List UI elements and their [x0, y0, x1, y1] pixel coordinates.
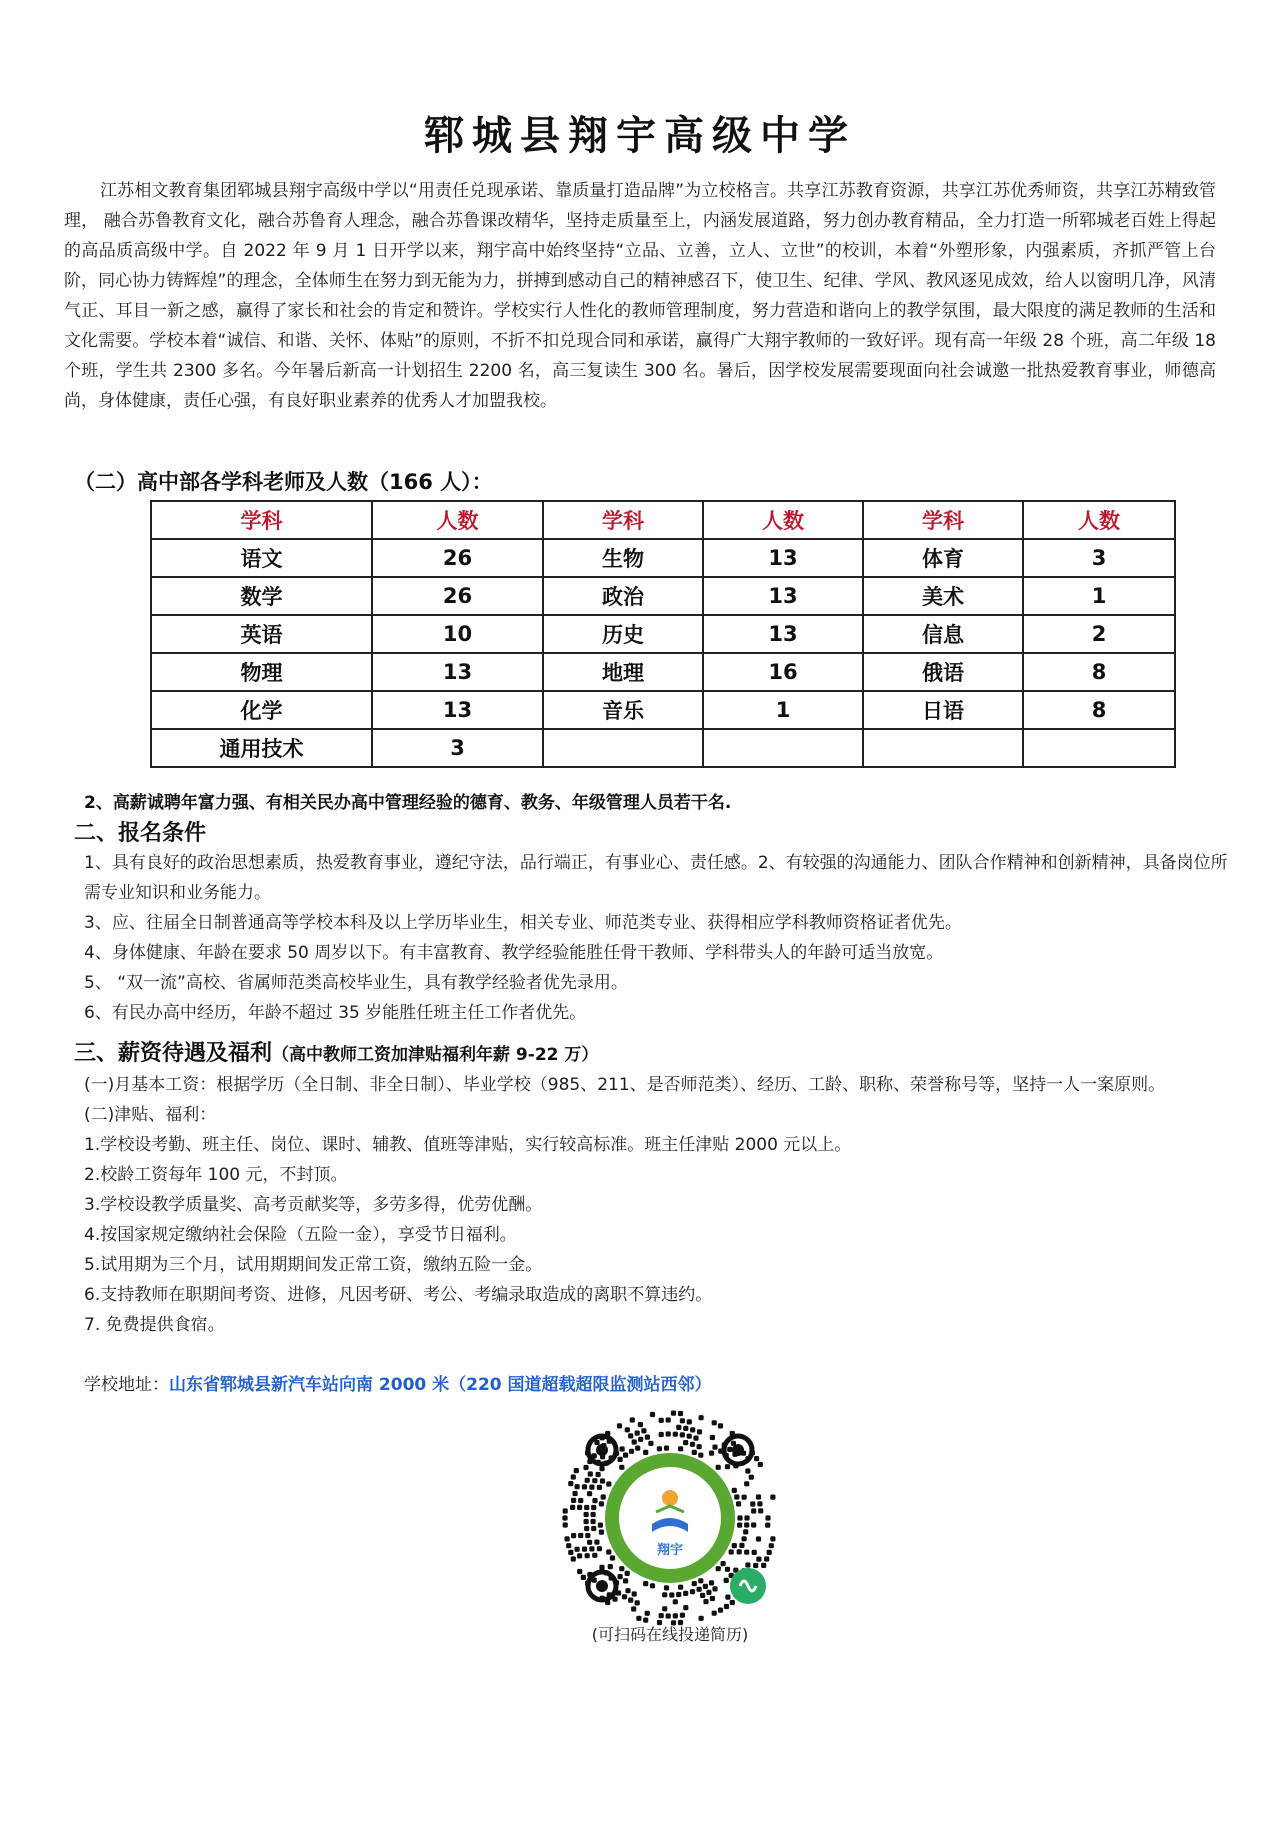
qr-dot — [562, 1515, 567, 1520]
qr-dot — [659, 1613, 664, 1618]
qr-dot — [577, 1569, 582, 1574]
qr-dot — [737, 1549, 742, 1554]
section3-subtitle: （高中教师工资加津贴福利年薪 9-22 万） — [272, 1045, 599, 1065]
requirement-line: 6、有民办高中经历，年龄不超过 35 岁能胜任班主任工作者优先。 — [84, 1003, 587, 1023]
qr-dot — [617, 1423, 622, 1428]
qr-dot — [680, 1613, 685, 1618]
qr-dot — [690, 1427, 695, 1432]
table-cell: 化学 — [151, 691, 372, 729]
table-header-row — [151, 501, 1175, 539]
table-cell: 2 — [1023, 615, 1175, 653]
qr-dot — [625, 1427, 630, 1432]
table-cell — [1023, 729, 1175, 767]
benefit-line: 4.按国家规定缴纳社会保险（五险一金），享受节日福利。 — [84, 1225, 517, 1245]
table-cell: 生物 — [543, 539, 703, 577]
qr-dot — [751, 1508, 756, 1513]
address-value: 山东省郓城县新汽车站向南 2000 米（220 国道超载超限监测站西邻） — [169, 1375, 712, 1395]
table-cell: 8 — [1023, 691, 1175, 729]
qr-dot — [599, 1565, 604, 1570]
qr-dot — [744, 1522, 749, 1527]
qr-dot — [724, 1578, 729, 1583]
qr-dot — [732, 1543, 737, 1548]
qr-dot — [598, 1523, 603, 1528]
qr-dot — [664, 1446, 669, 1451]
table-cell: 语文 — [151, 539, 372, 577]
qr-dot — [584, 1505, 589, 1510]
qr-dot — [563, 1522, 568, 1527]
table-cell: 政治 — [543, 577, 703, 615]
requirement-line: 1、具有良好的政治思想素质，热爱教育事业，遵纪守法，品行端正，有事业心、责任感。2、有较强的沟通能力、团队合作精神和创新精神，具备岗位所需专业知识和业务能力。 — [84, 853, 1228, 903]
qr-dot — [764, 1556, 769, 1561]
qr-dot — [699, 1616, 704, 1621]
qr-dot — [628, 1598, 633, 1603]
qr-dot — [662, 1592, 667, 1597]
qr-dot — [683, 1605, 688, 1610]
qr-dot — [585, 1478, 590, 1483]
table-cell: 1 — [703, 691, 863, 729]
qr-dot — [724, 1604, 729, 1609]
table-cell: 13 — [703, 615, 863, 653]
qr-dot — [706, 1590, 711, 1595]
qr-dot — [745, 1468, 750, 1473]
qr-dot — [643, 1450, 648, 1455]
qr-dot — [697, 1444, 702, 1449]
section3-body — [84, 1070, 1234, 1340]
qr-dot — [700, 1593, 705, 1598]
qr-dot — [770, 1495, 775, 1500]
qr-dot — [630, 1417, 635, 1422]
qr-dot — [584, 1519, 589, 1524]
qr-dot — [563, 1508, 568, 1513]
qr-dot — [753, 1563, 758, 1568]
qr-dot — [591, 1526, 596, 1531]
qr-dot — [690, 1442, 695, 1447]
qr-dot — [710, 1596, 715, 1601]
table-cell: 音乐 — [543, 691, 703, 729]
management-hiring-note: 2、高薪诚聘年富力强、有相关民办高中管理经验的德育、教务、年级管理人员若干名. — [84, 793, 732, 813]
table-cell: 3 — [372, 729, 543, 767]
qr-dot — [765, 1515, 770, 1520]
qr-dot — [587, 1491, 592, 1496]
qr-dot — [769, 1543, 774, 1548]
qr-dot — [629, 1449, 634, 1454]
qr-dot — [578, 1533, 583, 1538]
qr-dot — [581, 1575, 586, 1580]
qr-dot — [673, 1432, 678, 1437]
benefit-line: 6.支持教师在职期间考资、进修，凡因考研、考公、考编录取造成的离职不算违约。 — [84, 1285, 713, 1305]
qr-dot — [608, 1564, 613, 1569]
qr-dot — [756, 1536, 761, 1541]
qr-dot — [710, 1435, 715, 1440]
table-row — [151, 615, 1175, 653]
section3-title — [74, 1036, 598, 1067]
qr-dot — [673, 1599, 678, 1604]
table-cell: 物理 — [151, 653, 372, 691]
qr-dot — [592, 1478, 597, 1483]
intro-paragraph: 江苏相文教育集团郓城县翔宇高级中学以“用责任兑现承诺、靠质量打造品牌”为立校格言。共享江苏教育资源，共享江苏优秀师资，共享江苏精致管理， 融合苏鲁教育文化，融合苏鲁育人理念，融合苏鲁课改精华，坚持走质量至上，内涵发展道路，努力创办教育精品，全力打造一所郓城老百姓上得起的高品质高级中学。自 2022 年 9 月 1 日开学以来，翔宇高中始终坚持“立品、立善，立人、立世”的校训，本着“外塑形象，内强素质，齐抓严管上台阶，同心协力铸辉煌”的理念，全体师生在努力到无能为力，拼搏到感动自己的精神感召下，使卫生、纪律、学风、教风逐见成效，给人以窗明几净，风清气正、耳目一新之感，赢得了家长和社会的肯定和赞许。学校实行人性化的教师管理制度，努力营造和谐向上的教学氛围，最大限度的满足教师的生活和文化需要。学校本着“诚信、和谐、关怀、体贴”的原则，不折不扣兑现合同和承诺，赢得广大翔宇教师的一致好评。现有高一年级 28 个班，高二年级 18 个班，学生共 2300 多名。今年暑后新高一计划招生 2200 名，高三复读生 300 名。暑后，因学校发展需要现面向社会诚邀一批热爱教育事业，师德高尚，身体健康，责任心强，有良好职业素养的优秀人才加盟我校。 — [64, 181, 1216, 411]
qr-dot — [664, 1585, 669, 1590]
benefit-line: 3.学校设教学质量奖、高考贡献奖等，多劳多得，优劳优酬。 — [84, 1195, 543, 1215]
qr-dot — [597, 1546, 602, 1551]
table-row — [151, 577, 1175, 615]
qr-dot — [761, 1563, 766, 1568]
qr-dot — [697, 1587, 702, 1592]
qr-dot — [666, 1613, 671, 1618]
qr-dot — [730, 1600, 735, 1605]
qr-dot — [683, 1426, 688, 1431]
qr-dot — [703, 1599, 708, 1604]
qr-dot — [578, 1498, 583, 1503]
qr-dot — [600, 1478, 605, 1483]
qr-dot — [703, 1584, 708, 1589]
table-cell: 日语 — [863, 691, 1023, 729]
qr-dot — [568, 1481, 573, 1486]
qr-dot — [571, 1498, 576, 1503]
qr-dot — [601, 1494, 606, 1499]
qr-dot — [585, 1533, 590, 1538]
qr-dot — [657, 1446, 662, 1451]
table-cell: 16 — [703, 653, 863, 691]
qr-dot — [687, 1434, 692, 1439]
table-cell: 13 — [372, 653, 543, 691]
qr-dot — [582, 1484, 587, 1489]
qr-dot — [610, 1555, 615, 1560]
table-cell — [543, 729, 703, 767]
table-cell: 历史 — [543, 615, 703, 653]
qr-dot — [758, 1462, 763, 1467]
qr-dot — [571, 1474, 576, 1479]
qr-dot — [565, 1536, 570, 1541]
qr-dot — [745, 1562, 750, 1567]
qr-dot — [636, 1616, 641, 1621]
qr-dot — [577, 1553, 582, 1558]
qr-dot — [568, 1550, 573, 1555]
table-row — [151, 729, 1175, 767]
benefit-line: 7. 免费提供食宿。 — [84, 1315, 225, 1335]
qr-dot — [698, 1453, 703, 1458]
qr-dot — [662, 1606, 667, 1611]
qr-dot — [699, 1415, 704, 1420]
qr-logo-text: 翔宇 — [656, 1543, 684, 1558]
table-cell: 26 — [372, 539, 543, 577]
qr-dot — [583, 1465, 588, 1470]
table-cell: 3 — [1023, 539, 1175, 577]
qr-dot — [582, 1547, 587, 1552]
benefit-line: 2.校龄工资每年 100 元，不封顶。 — [84, 1165, 348, 1185]
requirement-line: 5、 “双一流”高校、省属师范类高校毕业生，具有教学经验者优先录用。 — [84, 973, 628, 993]
qr-dot — [690, 1589, 695, 1594]
qr-dot — [638, 1422, 643, 1427]
qr-dot — [709, 1451, 714, 1456]
qr-dot — [650, 1412, 655, 1417]
qr-dot — [625, 1571, 630, 1576]
qr-dot — [628, 1433, 633, 1438]
qr-dot — [638, 1437, 643, 1442]
qr-dot — [751, 1522, 756, 1527]
qr-dot — [584, 1526, 589, 1531]
qr-dot — [591, 1512, 596, 1517]
qr-dot — [666, 1431, 671, 1436]
qr-dot — [599, 1530, 604, 1535]
qr-dot — [625, 1588, 630, 1593]
qr-dot — [622, 1594, 627, 1599]
table-cell: 13 — [372, 691, 543, 729]
qr-dot — [570, 1505, 575, 1510]
section2-body — [84, 848, 1234, 1028]
table-cell — [703, 729, 863, 767]
qr-dot — [676, 1592, 681, 1597]
qr-dot — [599, 1466, 604, 1471]
page-title: 郓城县翔宇高级中学 — [424, 112, 856, 159]
qr-dot — [765, 1523, 770, 1528]
qr-dot — [618, 1574, 623, 1579]
qr-dot — [594, 1540, 599, 1545]
qr-dot — [736, 1501, 741, 1506]
qr-dot — [725, 1567, 730, 1572]
teacher-count-table — [150, 500, 1176, 768]
section3-title-text: 三、薪资待遇及福利 — [74, 1041, 273, 1066]
qr-dot — [671, 1411, 676, 1416]
qr-dot — [571, 1533, 576, 1538]
table-header-count: 人数 — [372, 501, 543, 539]
qr-dot — [737, 1515, 742, 1520]
qr-dot — [575, 1484, 580, 1489]
address-label: 学校地址： — [84, 1375, 169, 1395]
qr-dot — [591, 1505, 596, 1510]
qr-dot — [619, 1566, 624, 1571]
qr-dot — [676, 1425, 681, 1430]
qr-dot — [669, 1592, 674, 1597]
qr-dot — [659, 1432, 664, 1437]
qr-dot — [758, 1508, 763, 1513]
qr-dot — [757, 1501, 762, 1506]
qr-dot — [588, 1471, 593, 1476]
qr-dot — [678, 1585, 683, 1590]
table-cell: 13 — [703, 539, 863, 577]
qr-dot — [678, 1411, 683, 1416]
qr-dot — [734, 1494, 739, 1499]
qr-dot — [596, 1472, 601, 1477]
benefit-line: (一)月基本工资：根据学历（全日制、非全日制）、毕业学校（985、211、是否师范类）、经历、工龄、职称、荣誉称号等，坚持一人一案原则。 — [84, 1075, 1166, 1095]
logo-figure-icon — [662, 1490, 678, 1506]
qr-dot — [718, 1608, 723, 1613]
qr-dot — [620, 1446, 625, 1451]
qr-dot — [718, 1423, 723, 1428]
qr-dot — [678, 1446, 683, 1451]
table-row — [151, 653, 1175, 691]
qr-dot — [744, 1515, 749, 1520]
table-section-title: （二）高中部各学科老师及人数（166 人）： — [74, 470, 493, 494]
table-cell: 俄语 — [863, 653, 1023, 691]
qr-dot — [742, 1495, 747, 1500]
qr-dot — [698, 1578, 703, 1583]
qr-dot — [721, 1561, 726, 1566]
table-header-count: 人数 — [703, 501, 863, 539]
qr-dot — [716, 1465, 721, 1470]
qr-dot — [725, 1464, 730, 1469]
qr-dot — [591, 1519, 596, 1524]
qr-dot — [635, 1446, 640, 1451]
qr-dot — [709, 1580, 714, 1585]
qr-dot — [592, 1553, 597, 1558]
table-row — [151, 539, 1175, 577]
qr-dot — [623, 1453, 628, 1458]
qr-dot — [641, 1428, 646, 1433]
qr-dot — [585, 1553, 590, 1558]
qr-dot — [632, 1591, 637, 1596]
qr-dot — [566, 1543, 571, 1548]
qr-dot — [643, 1581, 648, 1586]
table-cell: 地理 — [543, 653, 703, 691]
table-cell: 8 — [1023, 653, 1175, 691]
qr-dot — [599, 1501, 604, 1506]
qr-dot — [680, 1418, 685, 1423]
school-address — [84, 1370, 712, 1395]
qr-dot — [618, 1457, 623, 1462]
qr-dot — [716, 1566, 721, 1571]
qr-dot — [597, 1485, 602, 1490]
qr-dot — [742, 1536, 747, 1541]
qr-dot — [697, 1429, 702, 1434]
qr-dot — [589, 1546, 594, 1551]
table-cell: 13 — [703, 577, 863, 615]
table-header-subject: 学科 — [863, 501, 1023, 539]
qr-dot — [744, 1550, 749, 1555]
qr-dot — [754, 1456, 759, 1461]
resume-qr-code[interactable] — [560, 1408, 780, 1628]
qr-dot — [587, 1540, 592, 1545]
qr-finder-dot — [732, 1444, 744, 1456]
table-cell: 体育 — [863, 539, 1023, 577]
requirement-line: 4、身体健康、年龄在要求 50 周岁以下。有丰富教育、教学经验能胜任骨干教师、学科带头人的年龄可适当放宽。 — [84, 943, 944, 963]
qr-dot — [692, 1581, 697, 1586]
qr-dot — [739, 1543, 744, 1548]
qr-dot — [645, 1611, 650, 1616]
qr-finder-dot — [596, 1580, 608, 1592]
qr-dot — [635, 1431, 640, 1436]
qr-dot — [648, 1441, 653, 1446]
qr-dot — [619, 1465, 624, 1470]
qr-dot — [712, 1586, 717, 1591]
qr-dot — [744, 1481, 749, 1486]
table-cell: 信息 — [863, 615, 1023, 653]
table-header-subject: 学科 — [543, 501, 703, 539]
qr-dot — [683, 1591, 688, 1596]
qr-dot — [729, 1549, 734, 1554]
qr-dot — [750, 1501, 755, 1506]
qr-dot — [574, 1468, 579, 1473]
qr-dot — [687, 1419, 692, 1424]
qr-dot — [673, 1613, 678, 1618]
qr-code-icon — [560, 1408, 780, 1628]
qr-dot — [635, 1600, 640, 1605]
table-header-count: 人数 — [1023, 501, 1175, 539]
qr-dot — [645, 1435, 650, 1440]
qr-dot — [680, 1432, 685, 1437]
qr-dot — [631, 1606, 636, 1611]
qr-dot — [571, 1556, 576, 1561]
qr-dot — [573, 1491, 578, 1496]
qr-dot — [752, 1550, 757, 1555]
table-cell: 1 — [1023, 577, 1175, 615]
table-header-subject: 学科 — [151, 501, 372, 539]
qr-dot — [770, 1536, 775, 1541]
qr-dot — [606, 1481, 611, 1486]
qr-dot — [592, 1498, 597, 1503]
qr-dot — [650, 1583, 655, 1588]
table-row — [151, 691, 1175, 729]
table-cell: 英语 — [151, 615, 372, 653]
table-cell — [863, 729, 1023, 767]
table-cell: 通用技术 — [151, 729, 372, 767]
qr-caption: (可扫码在线投递简历) — [591, 1625, 749, 1644]
qr-dot — [725, 1595, 730, 1600]
qr-dot — [767, 1550, 772, 1555]
section2-title: 二、报名条件 — [74, 821, 207, 846]
benefit-line: 5.试用期为三个月，试用期期间发正常工资，缴纳五险一金。 — [84, 1255, 543, 1275]
requirement-line: 3、应、往届全日制普通高等学校本科及以上学历毕业生，相关专业、师范类专业、获得相应学科教师资格证者优先。 — [84, 913, 962, 933]
benefit-line: 1.学校设考勤、班主任、岗位、课时、辅教、值班等津贴，实行较高标准。班主任津贴 2000 元以上。 — [84, 1135, 852, 1155]
table-cell: 美术 — [863, 577, 1023, 615]
qr-dot — [589, 1485, 594, 1490]
qr-dot — [756, 1557, 761, 1562]
qr-dot — [575, 1547, 580, 1552]
qr-dot — [693, 1436, 698, 1441]
qr-dot — [666, 1417, 671, 1422]
benefit-line: (二)津贴、福利： — [84, 1105, 217, 1125]
table-cell: 10 — [372, 615, 543, 653]
qr-dot — [732, 1488, 737, 1493]
qr-dot — [632, 1439, 637, 1444]
qr-dot — [712, 1420, 717, 1425]
qr-dot — [743, 1529, 748, 1534]
qr-dot — [584, 1512, 589, 1517]
qr-dot — [737, 1523, 742, 1528]
qr-dot — [623, 1578, 628, 1583]
qr-finder-dot — [596, 1444, 608, 1456]
qr-dot — [756, 1494, 761, 1499]
qr-dot — [692, 1450, 697, 1455]
qr-dot — [606, 1549, 611, 1554]
qr-dot — [577, 1505, 582, 1510]
qr-dot — [712, 1445, 717, 1450]
qr-dot — [727, 1447, 732, 1452]
qr-dot — [683, 1440, 688, 1445]
table-cell: 26 — [372, 577, 543, 615]
qr-dot — [749, 1475, 754, 1480]
qr-dot — [712, 1611, 717, 1616]
table-cell: 数学 — [151, 577, 372, 615]
qr-dot — [659, 1418, 664, 1423]
